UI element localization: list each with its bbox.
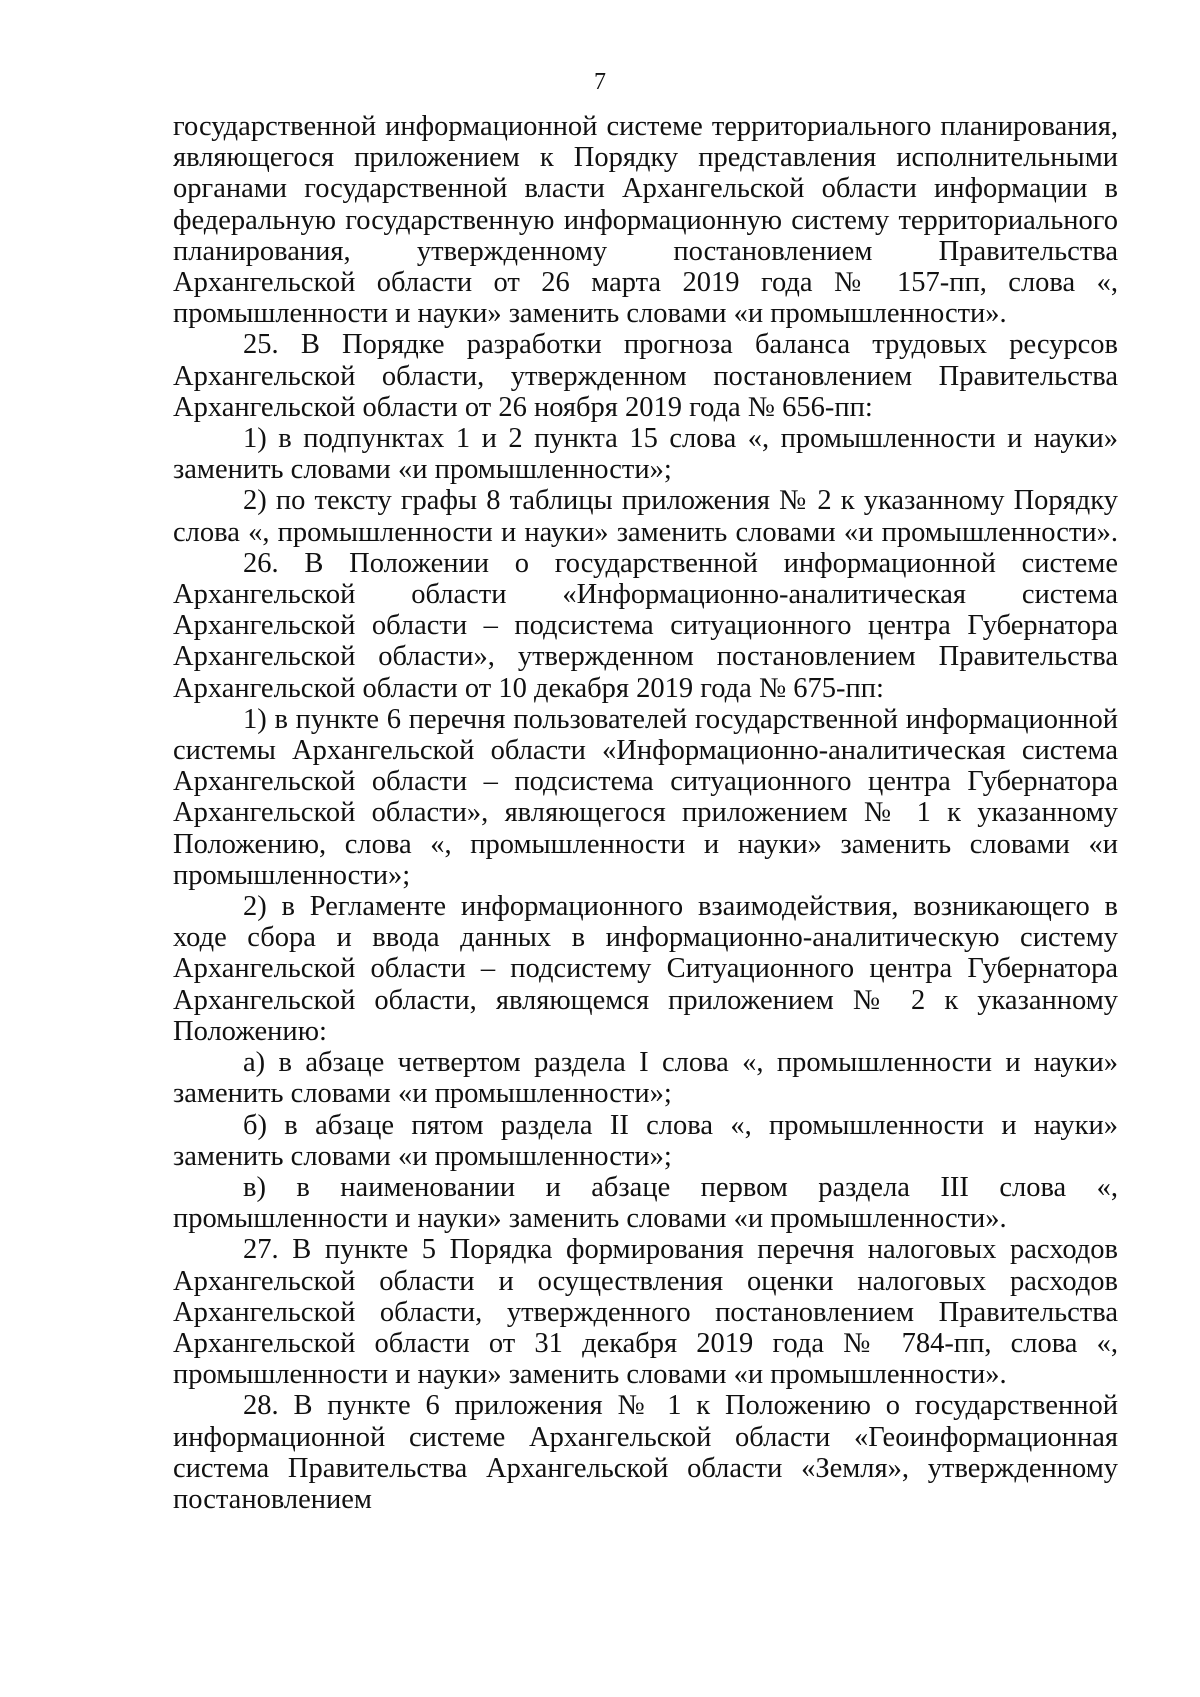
document-body — [173, 111, 1118, 1515]
paragraph: 28. В пункте 6 приложения № 1 к Положению о государственной информационной системе Архангельской области «Геоинформационная система Правительства Архангельской области «Земля», утвержденному постановлением — [173, 1390, 1118, 1515]
paragraph: 1) в подпунктах 1 и 2 пункта 15 слова «, промышленности и науки» заменить словами «и промышленности»; — [173, 423, 1118, 486]
paragraph: 2) по тексту графы 8 таблицы приложения № 2 к указанному Порядку слова «, промышленности и науки» заменить словами «и промышленности». — [173, 485, 1118, 548]
page-number: 7 — [594, 69, 606, 95]
paragraph: б) в абзаце пятом раздела II слова «, промышленности и науки» заменить словами «и промышленности»; — [173, 1109, 1118, 1172]
paragraph: 2) в Регламенте информационного взаимодействия, возникающего в ходе сбора и ввода данных в информационно-аналитическую систему Архангельской области – подсистему Ситуационного центра Губернатора Архангельской области, являющемся приложением № 2 к указанному Положению: — [173, 891, 1118, 1047]
paragraph: 27. В пункте 5 Порядка формирования перечня налоговых расходов Архангельской области и осуществления оценки налоговых расходов Архангельской области, утвержденного постановлением Правительства Архангельской области от 31 декабря 2019 года № 784-пп, слова «, промышленности и науки» заменить словами «и промышленности». — [173, 1234, 1118, 1391]
paragraph: в) в наименовании и абзаце первом раздела III слова «, промышленности и науки» заменить словами «и промышленности». — [173, 1171, 1118, 1235]
paragraph: 26. В Положении о государственной информационной системе Архангельской области «Информационно-аналитическая система Архангельской области – подсистема ситуационного центра Губернатора Архангельской области», утвержденном постановлением Правительства Архангельской области от 10 декабря 2019 года № 675-пп: — [173, 547, 1118, 704]
paragraph: 25. В Порядке разработки прогноза баланса трудовых ресурсов Архангельской области, утвержденном постановлением Правительства Архангельской области от 26 ноября 2019 года № 656-пп: — [173, 329, 1118, 423]
paragraph: 1) в пункте 6 перечня пользователей государственной информационной системы Архангельской области «Информационно-аналитическая система Архангельской области – подсистема ситуационного центра Губернатора Архангельской области», являющегося приложением № 1 к указанному Положению, слова «, промышленности и науки» заменить словами «и промышленности»; — [173, 703, 1118, 891]
paragraph: а) в абзаце четвертом раздела I слова «, промышленности и науки» заменить словами «и промышленности»; — [173, 1047, 1118, 1110]
paragraph: государственной информационной системе территориального планирования, являющегося приложением к Порядку представления исполнительными органами государственной власти Архангельской области информации в федеральную государственную информационную систему территориального планирования, утвержденному постановлением Правительства Архангельской области от 26 марта 2019 года № 157-пп, слова «, промышленности и науки» заменить словами «и промышленности». — [173, 111, 1118, 330]
